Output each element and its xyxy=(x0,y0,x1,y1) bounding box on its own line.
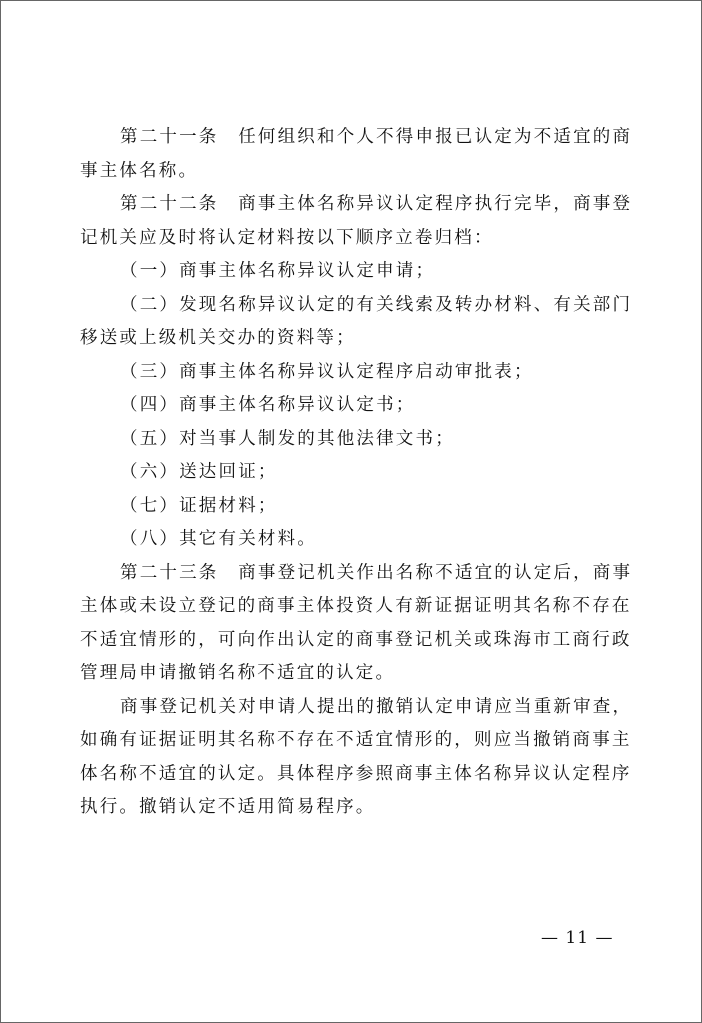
archive-item-6: （六）送达回证； xyxy=(120,462,278,482)
archive-item-1: （一）商事主体名称异议认定申请； xyxy=(120,261,436,281)
page-number: — 11 — xyxy=(541,928,614,948)
article-23: 第二十三条 商事登记机关作出名称不适宜的认定后，商事主体或未设立登记的商事主体投资人有新证据证明其名称不存在不适宜情形的，可向作出认定的商事登记机关或珠海市工商行政管理局申请撤销名称不适宜的认定。 xyxy=(80,562,633,683)
document-body xyxy=(80,121,640,825)
archive-item-4: （四）商事主体名称异议认定书； xyxy=(120,395,416,415)
archive-item-5: （五）对当事人制发的其他法律文书； xyxy=(120,428,455,449)
archive-item-8: （八）其它有关材料。 xyxy=(120,529,317,549)
article-21: 第二十一条 任何组织和个人不得申报已认定为不适宜的商事主体名称。 xyxy=(80,127,633,181)
archive-item-3: （三）商事主体名称异议认定程序启动审批表； xyxy=(120,361,534,382)
article-22: 第二十二条 商事主体名称异议认定程序执行完毕，商事登记机关应及时将认定材料按以下顺序立卷归档： xyxy=(80,194,633,248)
archive-item-2: （二）发现名称异议认定的有关线索及转办材料、有关部门移送或上级机关交办的资料等； xyxy=(80,294,633,348)
article-23-revocation: 商事登记机关对申请人提出的撤销认定申请应当重新审查，如确有证据证明其名称不存在不适宜情形的，则应当撤销商事主体名称不适宜的认定。具体程序参照商事主体名称异议认定程序执行。撤销认定不适用简易程序。 xyxy=(80,696,633,817)
archive-item-7: （七）证据材料； xyxy=(120,495,278,516)
